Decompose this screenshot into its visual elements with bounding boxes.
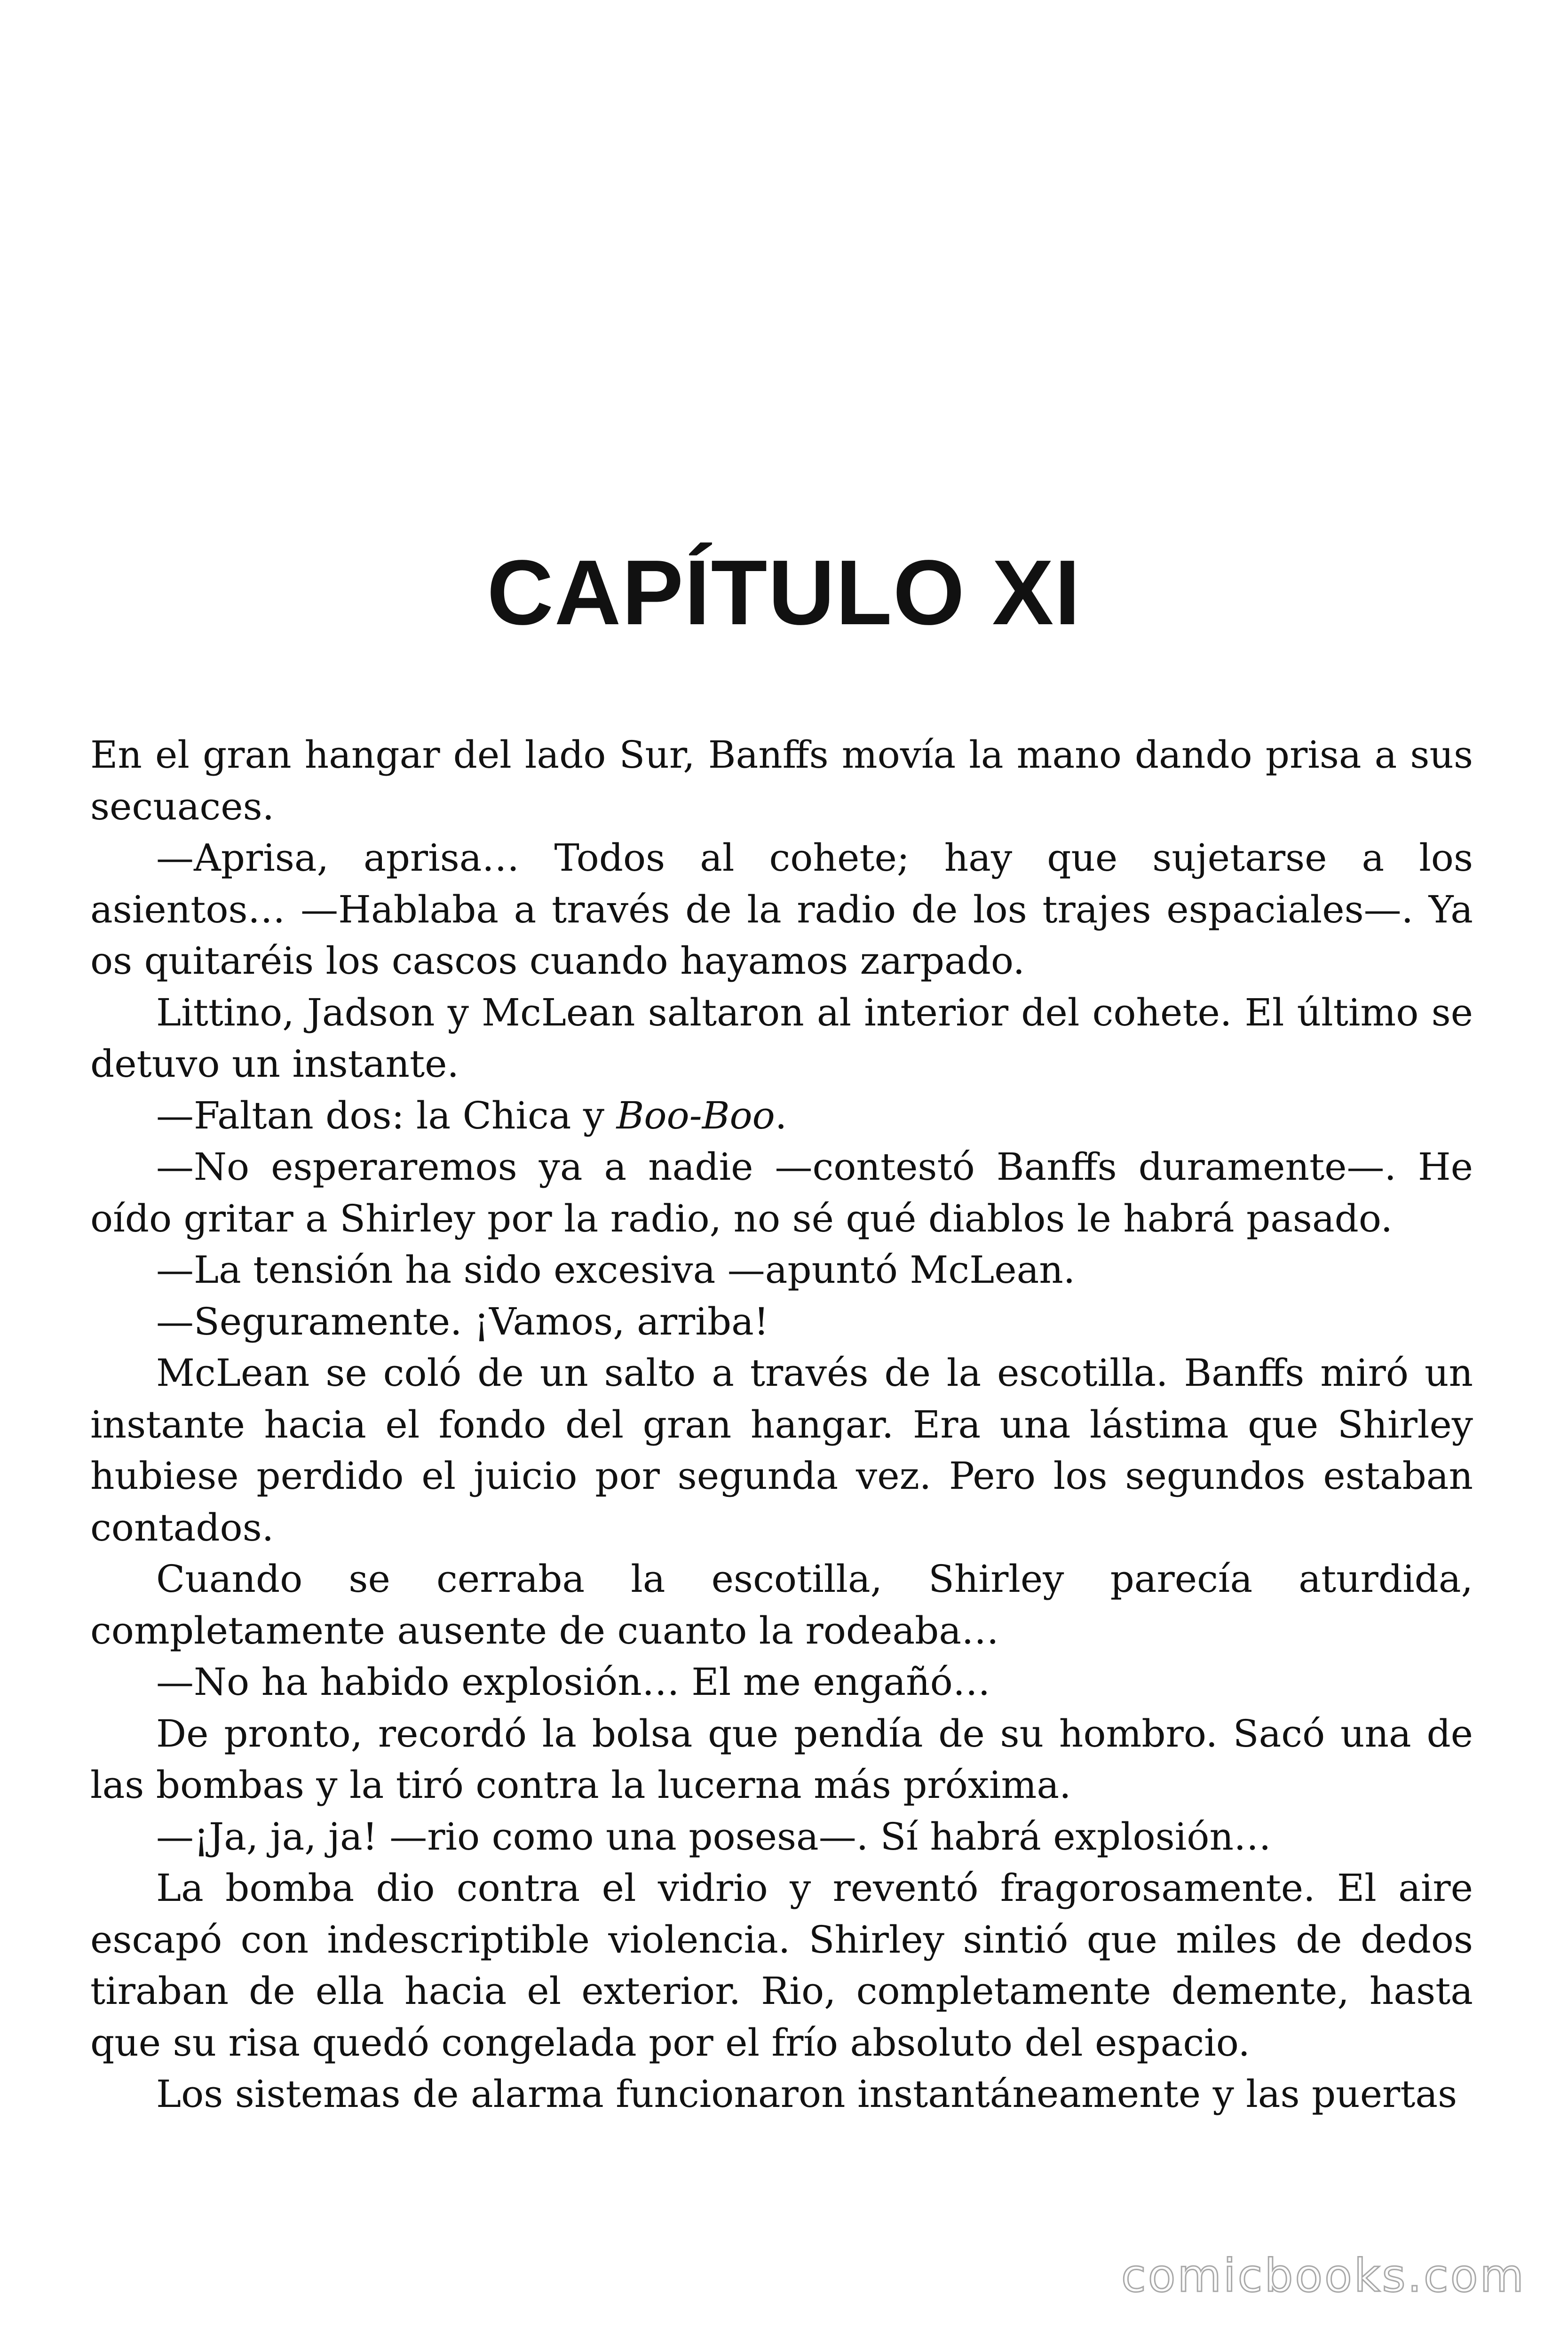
paragraph: Los sistemas de alarma funcionaron instantáneamente y las puertas — [156, 2072, 1457, 2116]
paragraph: —Aprisa, aprisa… Todos al cohete; hay que sujetarse a los asientos… —Hablaba a través de la radio de los trajes espaciales—. Ya os quitaréis los cascos cuando hayamos zarpado. — [90, 836, 1473, 983]
italic-name: Boo-Boo — [616, 1093, 775, 1137]
paragraph: En el gran hangar del lado Sur, Banffs movía la mano dando prisa a sus secuaces. — [90, 733, 1473, 828]
watermark: comicbooks.com — [1121, 2249, 1526, 2302]
paragraph: —Seguramente. ¡Vamos, arriba! — [156, 1299, 769, 1343]
paragraph: —La tensión ha sido excesiva —apuntó McLean. — [156, 1248, 1076, 1292]
chapter-title: CAPÍTULO XI — [487, 541, 1081, 644]
paragraph: —No ha habido explosión… El me engañó… — [156, 1660, 990, 1704]
dialogue-text: . — [775, 1093, 787, 1137]
chapter-body — [90, 729, 1473, 2120]
paragraph: Cuando se cerraba la escotilla, Shirley parecía aturdida, completamente ausente de cuanto la rodeaba… — [90, 1557, 1473, 1653]
paragraph: —No esperaremos ya a nadie —contestó Banffs duramente—. He oído gritar a Shirley por la radio, no sé qué diablos le habrá pasado. — [90, 1145, 1473, 1240]
paragraph: McLean se coló de un salto a través de la escotilla. Banffs miró un instante hacia el fondo del gran hangar. Era una lástima que Shirley hubiese perdido el juicio por segunda vez. Pero los segundos estaban contados. — [90, 1351, 1473, 1549]
paragraph — [90, 1090, 1473, 1142]
dialogue-text: —Faltan dos: la Chica y — [156, 1093, 617, 1137]
paragraph: La bomba dio contra el vidrio y reventó fragorosamente. El aire escapó con indescriptible violencia. Shirley sintió que miles de dedos tiraban de ella hacia el exterior. Rio, completamente demente, hasta que su risa quedó congelada por el frío absoluto del espacio. — [90, 1866, 1473, 2065]
paragraph: Littino, Jadson y McLean saltaron al interior del cohete. El último se detuvo un instante. — [90, 990, 1473, 1086]
paragraph: —¡Ja, ja, ja! —rio como una posesa—. Sí habrá explosión… — [156, 1814, 1271, 1859]
paragraph: De pronto, recordó la bolsa que pendía de su hombro. Sacó una de las bombas y la tiró contra la lucerna más próxima. — [90, 1711, 1473, 1807]
